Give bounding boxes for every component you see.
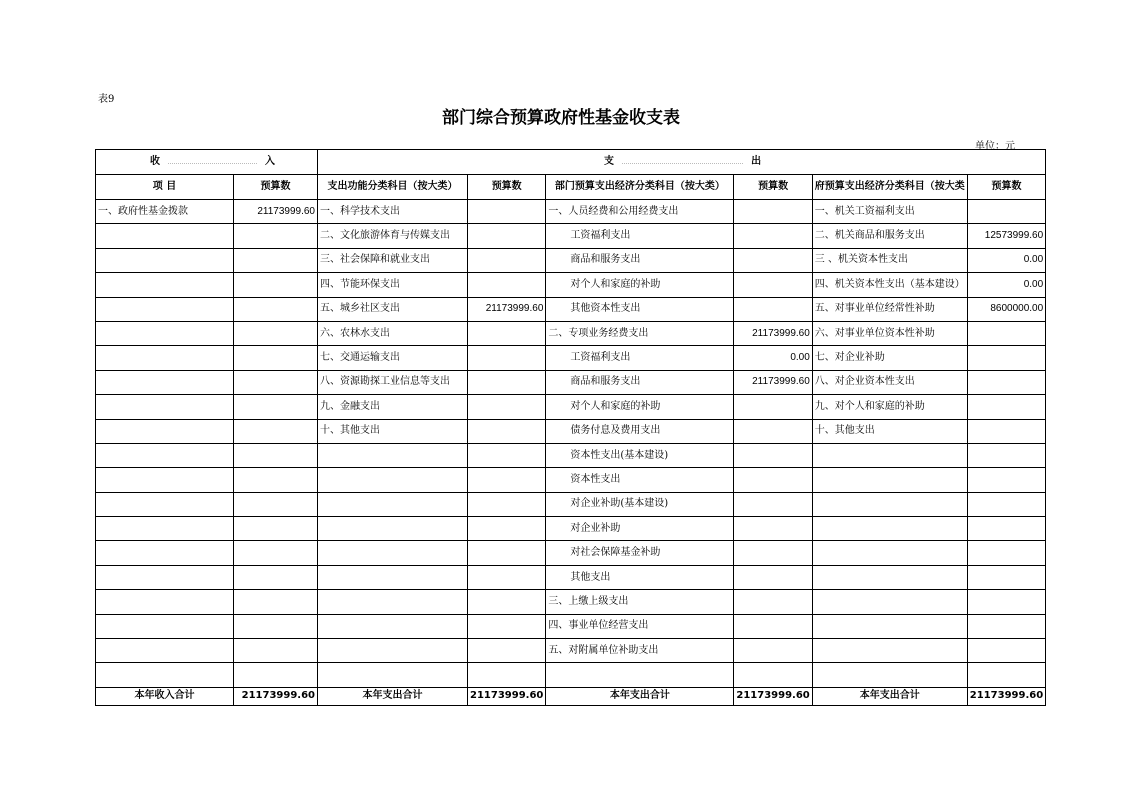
table-row <box>96 370 1046 394</box>
cell-income-amount <box>234 297 318 321</box>
cell-income-amount <box>234 224 318 248</box>
cell-income-item <box>96 395 234 419</box>
unit-label: 单位：元 <box>975 141 1015 152</box>
cell-dept-econ-amount: 21173999.60 <box>734 321 812 345</box>
cell-function-amount <box>468 248 546 272</box>
cell-dept-econ-amount <box>734 273 812 297</box>
cell-income-amount <box>234 370 318 394</box>
table-row <box>96 419 1046 443</box>
total-income-item: 本年收入合计 <box>96 687 234 705</box>
cell-dept-econ-amount <box>734 224 812 248</box>
cell-gov-econ-amount <box>967 346 1045 370</box>
cell-function-amount <box>468 565 546 589</box>
cell-function-item <box>318 663 468 687</box>
cell-dept-econ-amount <box>734 565 812 589</box>
cell-income-amount <box>234 639 318 663</box>
cell-function-item: 十、其他支出 <box>318 419 468 443</box>
total-function-amount: 21173999.60 <box>468 687 546 705</box>
cell-function-item <box>318 541 468 565</box>
column-header-row <box>96 175 1046 200</box>
col-header-dept-econ-item: 部门预算支出经济分类科目（按大类） <box>546 175 734 200</box>
expense-left-label: 支 <box>604 156 614 167</box>
cell-dept-econ-item: 债务付息及费用支出 <box>546 419 734 443</box>
cell-dept-econ-amount: 21173999.60 <box>734 370 812 394</box>
col-header-dept-econ-amount: 预算数 <box>734 175 812 200</box>
table-row <box>96 492 1046 516</box>
cell-gov-econ-amount <box>967 492 1045 516</box>
cell-function-item <box>318 468 468 492</box>
cell-function-amount <box>468 590 546 614</box>
cell-function-amount <box>468 395 546 419</box>
cell-income-item <box>96 639 234 663</box>
cell-gov-econ-item: 十、其他支出 <box>812 419 967 443</box>
cell-gov-econ-item <box>812 663 967 687</box>
cell-function-amount <box>468 614 546 638</box>
cell-function-item: 三、社会保障和就业支出 <box>318 248 468 272</box>
cell-function-amount <box>468 541 546 565</box>
cell-income-amount <box>234 468 318 492</box>
cell-dept-econ-item: 资本性支出 <box>546 468 734 492</box>
group-header-row <box>96 150 1046 175</box>
cell-income-item <box>96 419 234 443</box>
cell-dept-econ-item: 资本性支出(基本建设) <box>546 443 734 467</box>
cell-gov-econ-item: 七、对企业补助 <box>812 346 967 370</box>
cell-dept-econ-item: 商品和服务支出 <box>546 248 734 272</box>
cell-function-amount <box>468 224 546 248</box>
total-function-item: 本年支出合计 <box>318 687 468 705</box>
cell-income-item <box>96 297 234 321</box>
cell-gov-econ-amount: 12573999.60 <box>967 224 1045 248</box>
cell-dept-econ-item: 工资福利支出 <box>546 346 734 370</box>
cell-income-item <box>96 517 234 541</box>
cell-income-item <box>96 663 234 687</box>
cell-income-amount <box>234 248 318 272</box>
cell-function-item <box>318 639 468 663</box>
cell-gov-econ-item <box>812 590 967 614</box>
cell-function-item: 九、金融支出 <box>318 395 468 419</box>
table-row <box>96 346 1046 370</box>
cell-gov-econ-amount <box>967 200 1045 224</box>
cell-function-amount <box>468 663 546 687</box>
cell-income-item <box>96 590 234 614</box>
cell-income-amount <box>234 346 318 370</box>
total-income-amount: 21173999.60 <box>234 687 318 705</box>
cell-gov-econ-item: 一、机关工资福利支出 <box>812 200 967 224</box>
cell-income-amount <box>234 663 318 687</box>
cell-dept-econ-amount <box>734 590 812 614</box>
cell-dept-econ-amount: 0.00 <box>734 346 812 370</box>
cell-income-item <box>96 614 234 638</box>
cell-income-item <box>96 346 234 370</box>
cell-dept-econ-item: 三、上缴上级支出 <box>546 590 734 614</box>
col-header-income-item: 项 目 <box>96 175 234 200</box>
cell-gov-econ-amount <box>967 517 1045 541</box>
cell-income-amount <box>234 273 318 297</box>
cell-gov-econ-amount <box>967 321 1045 345</box>
cell-income-item <box>96 321 234 345</box>
cell-gov-econ-item <box>812 517 967 541</box>
income-right-label: 入 <box>265 156 275 167</box>
col-header-function-amount: 预算数 <box>468 175 546 200</box>
cell-income-item <box>96 273 234 297</box>
cell-income-amount <box>234 395 318 419</box>
cell-income-item <box>96 443 234 467</box>
cell-dept-econ-amount <box>734 297 812 321</box>
cell-dept-econ-item: 对社会保障基金补助 <box>546 541 734 565</box>
cell-function-item: 四、节能环保支出 <box>318 273 468 297</box>
cell-gov-econ-item <box>812 565 967 589</box>
cell-function-amount: 21173999.60 <box>468 297 546 321</box>
cell-function-item <box>318 614 468 638</box>
cell-gov-econ-item <box>812 468 967 492</box>
table-row <box>96 224 1046 248</box>
dot-leader <box>168 157 257 164</box>
cell-gov-econ-amount <box>967 663 1045 687</box>
total-dept-econ-item: 本年支出合计 <box>546 687 734 705</box>
cell-income-amount <box>234 590 318 614</box>
expense-group-header <box>318 150 1046 175</box>
cell-gov-econ-amount: 0.00 <box>967 273 1045 297</box>
cell-dept-econ-amount <box>734 248 812 272</box>
cell-function-item: 一、科学技术支出 <box>318 200 468 224</box>
col-header-function-item: 支出功能分类科目（按大类） <box>318 175 468 200</box>
cell-dept-econ-amount <box>734 419 812 443</box>
cell-gov-econ-amount <box>967 395 1045 419</box>
cell-function-amount <box>468 419 546 443</box>
cell-dept-econ-item: 其他资本性支出 <box>546 297 734 321</box>
cell-income-amount <box>234 492 318 516</box>
cell-gov-econ-item: 四、机关资本性支出（基本建设） <box>812 273 967 297</box>
cell-function-amount <box>468 468 546 492</box>
table-row <box>96 663 1046 687</box>
table-row <box>96 321 1046 345</box>
cell-function-item: 八、资源勘探工业信息等支出 <box>318 370 468 394</box>
cell-dept-econ-item: 对个人和家庭的补助 <box>546 395 734 419</box>
cell-gov-econ-amount <box>967 370 1045 394</box>
page-title: 部门综合预算政府性基金收支表 <box>442 108 680 128</box>
cell-income-item <box>96 492 234 516</box>
cell-function-amount <box>468 273 546 297</box>
table-row <box>96 639 1046 663</box>
table-row <box>96 517 1046 541</box>
cell-function-amount <box>468 346 546 370</box>
cell-income-amount <box>234 443 318 467</box>
table-row <box>96 614 1046 638</box>
table-row <box>96 297 1046 321</box>
cell-dept-econ-amount <box>734 395 812 419</box>
col-header-gov-econ-amount: 预算数 <box>967 175 1045 200</box>
cell-dept-econ-amount <box>734 468 812 492</box>
table-row <box>96 468 1046 492</box>
cell-function-item: 六、农林水支出 <box>318 321 468 345</box>
cell-function-item <box>318 443 468 467</box>
table-label: 表9 <box>98 94 115 105</box>
cell-function-item <box>318 565 468 589</box>
cell-dept-econ-item: 五、对附属单位补助支出 <box>546 639 734 663</box>
cell-gov-econ-item: 八、对企业资本性支出 <box>812 370 967 394</box>
cell-income-item <box>96 541 234 565</box>
cell-gov-econ-amount: 0.00 <box>967 248 1045 272</box>
cell-gov-econ-amount <box>967 419 1045 443</box>
cell-dept-econ-amount <box>734 639 812 663</box>
cell-gov-econ-item: 三 、机关资本性支出 <box>812 248 967 272</box>
cell-income-amount <box>234 614 318 638</box>
cell-income-item <box>96 468 234 492</box>
cell-income-item <box>96 224 234 248</box>
cell-function-item: 五、城乡社区支出 <box>318 297 468 321</box>
cell-dept-econ-amount <box>734 200 812 224</box>
cell-gov-econ-item <box>812 492 967 516</box>
table-row <box>96 248 1046 272</box>
cell-gov-econ-item <box>812 541 967 565</box>
cell-dept-econ-item: 二、专项业务经费支出 <box>546 321 734 345</box>
cell-income-item <box>96 565 234 589</box>
cell-dept-econ-item: 工资福利支出 <box>546 224 734 248</box>
cell-income-item <box>96 248 234 272</box>
table-row <box>96 541 1046 565</box>
income-left-label: 收 <box>150 156 160 167</box>
table-row <box>96 443 1046 467</box>
cell-function-amount <box>468 639 546 663</box>
table-row <box>96 395 1046 419</box>
cell-function-amount <box>468 370 546 394</box>
cell-gov-econ-item: 五、对事业单位经常性补助 <box>812 297 967 321</box>
col-header-income-amount: 预算数 <box>234 175 318 200</box>
cell-income-amount: 21173999.60 <box>234 200 318 224</box>
expense-right-label: 出 <box>751 156 762 167</box>
cell-dept-econ-item: 对个人和家庭的补助 <box>546 273 734 297</box>
cell-gov-econ-amount <box>967 443 1045 467</box>
cell-function-amount <box>468 517 546 541</box>
table-row <box>96 200 1046 224</box>
cell-income-item: 一、政府性基金拨款 <box>96 200 234 224</box>
cell-gov-econ-amount <box>967 468 1045 492</box>
cell-gov-econ-amount <box>967 614 1045 638</box>
cell-gov-econ-amount <box>967 639 1045 663</box>
cell-function-amount <box>468 492 546 516</box>
totals-row <box>96 687 1046 705</box>
total-dept-econ-amount: 21173999.60 <box>734 687 812 705</box>
cell-dept-econ-amount <box>734 443 812 467</box>
cell-function-item: 二、文化旅游体育与传媒支出 <box>318 224 468 248</box>
cell-dept-econ-item: 对企业补助(基本建设) <box>546 492 734 516</box>
cell-function-amount <box>468 443 546 467</box>
cell-function-amount <box>468 321 546 345</box>
cell-dept-econ-item <box>546 663 734 687</box>
cell-income-item <box>96 370 234 394</box>
cell-function-amount <box>468 200 546 224</box>
cell-gov-econ-amount <box>967 541 1045 565</box>
cell-income-amount <box>234 419 318 443</box>
cell-gov-econ-item <box>812 639 967 663</box>
cell-dept-econ-item: 一、人员经费和公用经费支出 <box>546 200 734 224</box>
table-row <box>96 590 1046 614</box>
cell-gov-econ-item <box>812 443 967 467</box>
cell-dept-econ-amount <box>734 517 812 541</box>
cell-function-item <box>318 517 468 541</box>
cell-dept-econ-amount <box>734 614 812 638</box>
cell-gov-econ-item: 二、机关商品和服务支出 <box>812 224 967 248</box>
table-row <box>96 273 1046 297</box>
cell-function-item: 七、交通运输支出 <box>318 346 468 370</box>
cell-dept-econ-item: 四、事业单位经营支出 <box>546 614 734 638</box>
cell-function-item <box>318 492 468 516</box>
cell-income-amount <box>234 517 318 541</box>
cell-dept-econ-amount <box>734 663 812 687</box>
cell-dept-econ-item: 其他支出 <box>546 565 734 589</box>
income-group-header <box>96 150 318 175</box>
cell-income-amount <box>234 541 318 565</box>
cell-dept-econ-amount <box>734 541 812 565</box>
cell-gov-econ-amount <box>967 565 1045 589</box>
cell-dept-econ-item: 对企业补助 <box>546 517 734 541</box>
cell-income-amount <box>234 321 318 345</box>
cell-dept-econ-amount <box>734 492 812 516</box>
cell-income-amount <box>234 565 318 589</box>
table-row <box>96 565 1046 589</box>
cell-dept-econ-item: 商品和服务支出 <box>546 370 734 394</box>
dot-leader <box>622 157 743 164</box>
col-header-gov-econ-item: 府预算支出经济分类科目（按大类 <box>812 175 967 200</box>
total-gov-econ-amount: 21173999.60 <box>967 687 1045 705</box>
cell-gov-econ-item: 九、对个人和家庭的补助 <box>812 395 967 419</box>
cell-gov-econ-item <box>812 614 967 638</box>
cell-function-item <box>318 590 468 614</box>
budget-table <box>95 149 1046 706</box>
cell-gov-econ-item: 六、对事业单位资本性补助 <box>812 321 967 345</box>
cell-gov-econ-amount <box>967 590 1045 614</box>
cell-gov-econ-amount: 8600000.00 <box>967 297 1045 321</box>
total-gov-econ-item: 本年支出合计 <box>812 687 967 705</box>
